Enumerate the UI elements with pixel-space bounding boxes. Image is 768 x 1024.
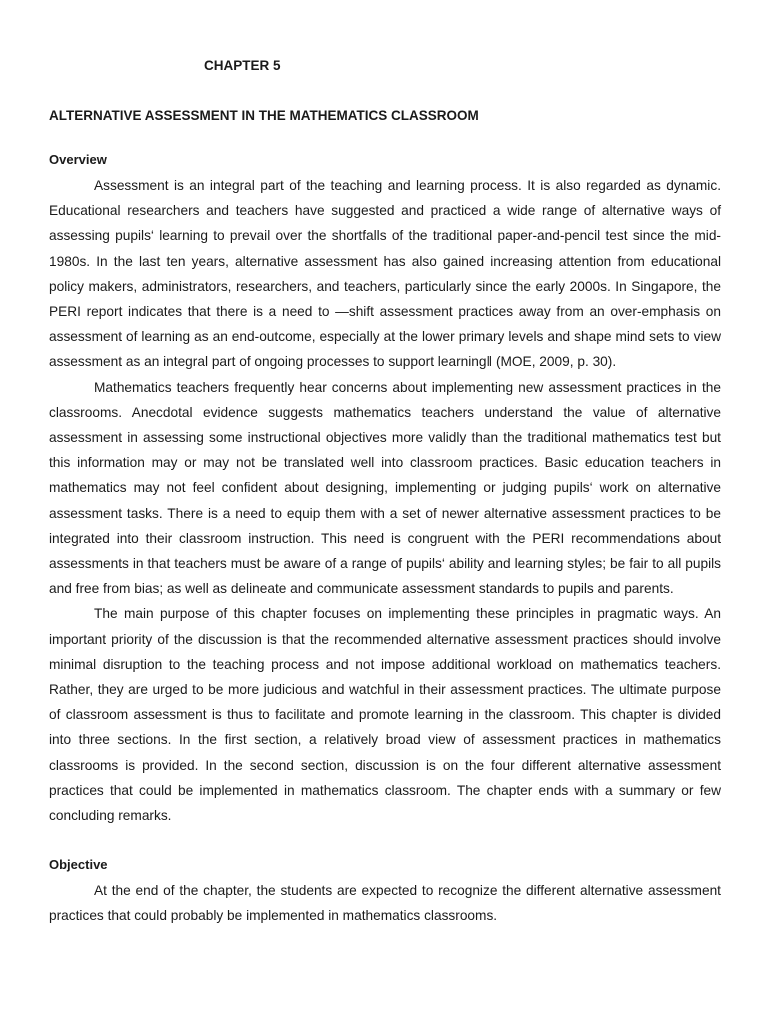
overview-paragraph-1: Assessment is an integral part of the teaching and learning process. It is also regarded as dynamic. Educational researchers and teachers have suggested and practiced a wide range of alternative ways of assessing pupils‘ learning to prevail over the shortfalls of the traditional paper-and-pencil test since the mid-1980s. In the last ten years, alternative assessment has also gained increasing attention from educational policy makers, administrators, researchers, and teachers, particularly since the early 2000s. In Singapore, the PERI report indicates that there is a need to ―shift assessment practices away from an over-emphasis on assessment of learning as an end-outcome, especially at the lower primary levels and shape mind sets to view assessment as an integral part of ongoing processes to support learning‖ (MOE, 2009, p. 30). <box>49 178 721 370</box>
chapter-title: ALTERNATIVE ASSESSMENT IN THE MATHEMATICS CLASSROOM <box>49 108 479 123</box>
objective-body <box>49 878 721 928</box>
overview-paragraph-3: The main purpose of this chapter focuses on implementing these principles in pragmatic ways. An important priority of the discussion is that the recommended alternative assessment practices should involve minimal disruption to the teaching process and not impose additional workload on mathematics teachers. Rather, they are urged to be more judicious and watchful in their assessment practices. The ultimate purpose of classroom assessment is thus to facilitate and promote learning in the classroom. This chapter is divided into three sections. In the first section, a relatively broad view of assessment practices in mathematics classrooms is provided. In the second section, discussion is on the four different alternative assessment practices that could be implemented in mathematics classroom. The chapter ends with a summary or few concluding remarks. <box>49 606 721 824</box>
objective-paragraph-1: At the end of the chapter, the students are expected to recognize the different alternative assessment practices that could probably be implemented in mathematics classrooms. <box>49 883 721 924</box>
overview-heading: Overview <box>49 152 107 167</box>
chapter-label: CHAPTER 5 <box>204 58 281 73</box>
overview-body <box>49 173 721 828</box>
objective-heading: Objective <box>49 857 108 872</box>
overview-paragraph-2: Mathematics teachers frequently hear concerns about implementing new assessment practices in the classrooms. Anecdotal evidence suggests mathematics teachers understand the value of alternative assessment in assessing some instructional objectives more validly than the traditional mathematics test but this information may or may not be translated well into classroom practices. Basic education teachers in mathematics may not feel confident about designing, implementing or judging pupils‘ work on alternative assessment tasks. There is a need to equip them with a set of newer alternative assessment practices to be integrated into their classroom instruction. This need is congruent with the PERI recommendations about assessments in that teachers must be aware of a range of pupils‘ ability and learning styles; be fair to all pupils and free from bias; as well as delineate and communicate assessment standards to pupils and parents. <box>49 379 721 597</box>
